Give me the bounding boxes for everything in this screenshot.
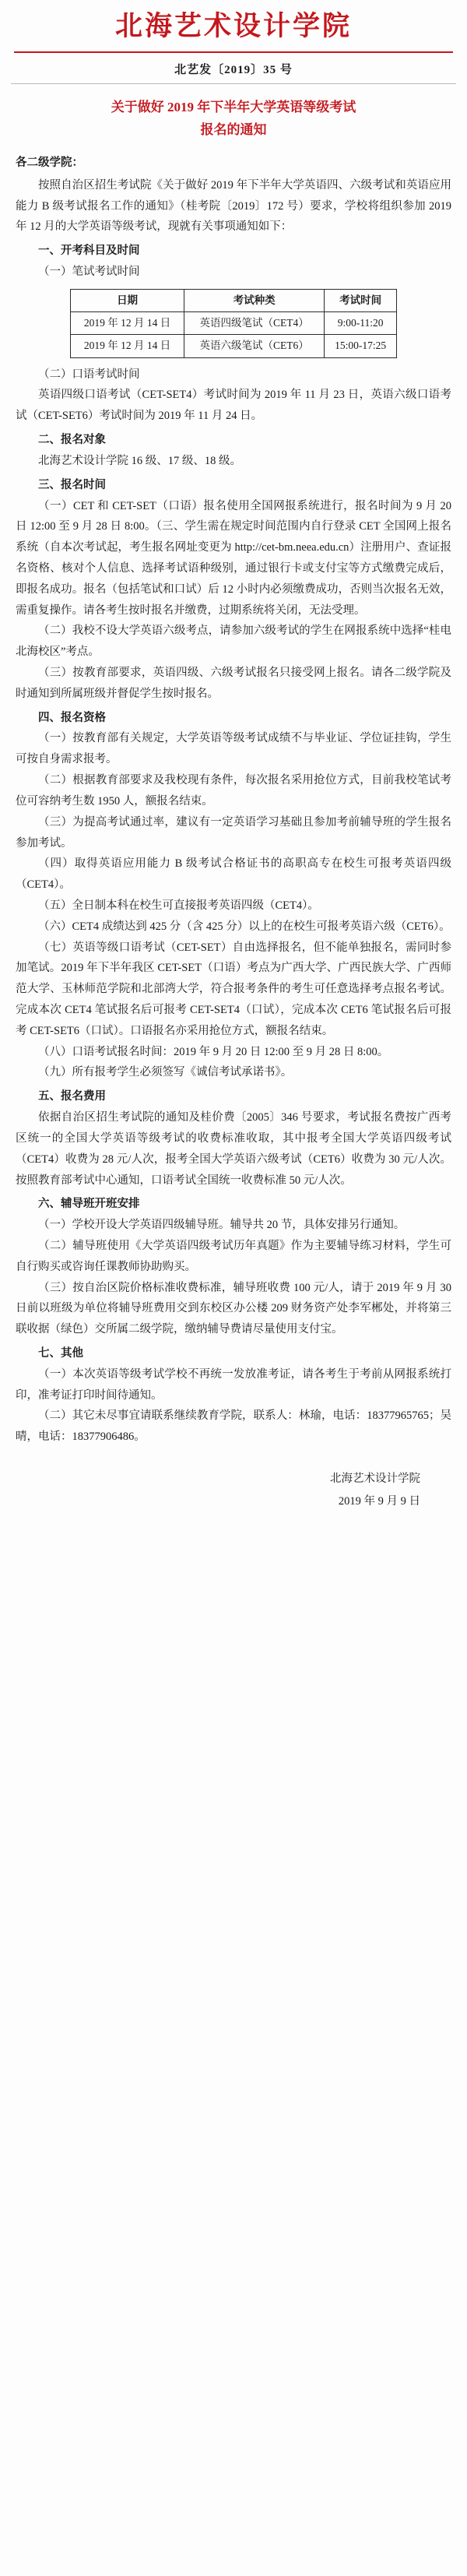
table-column-header-date: 日期 (71, 289, 184, 311)
section-7-paragraph-2: （二）其它未尽事宜请联系继续教育学院，联系人：林瑜，电话：18377965765；吴晴，电话：18377906486。 (16, 1409, 451, 1444)
document-title-line2: 报名的通知 (200, 122, 267, 138)
section-3-paragraph-3: （三）按教育部要求，英语四级、六级考试报名只接受网上报名。请各二级学院及时通知到所属班级并督促学生按时报名。 (16, 667, 451, 700)
section-6-paragraph-3: （三）按自治区院价格标准收费标准，辅导班收费 100 元/人，请于 2019 年 9 月 30 日前以班级为单位将辅导班费用交到东校区办公楼 209 财务资产处李军郴处，并将第三联收据（绿色）交所属二级学院，缴纳辅导费请尽量使用支付宝。 (16, 1281, 451, 1336)
section-5-paragraph-1: 依据自治区招生考试院的通知及桂价费〔2005〕346 号要求，考试报名费按广西考区统一的全国大学英语等级考试的收费标准收取，其中报考全国大学英语四级考试（CET4）收费为 28 元/人次，报考全国大学英语六级考试（CET6）收费为 30 元/人次。按照教育部考试中心通知，口语考试全国统一收费标准 50 元/人次。 (16, 1111, 451, 1187)
signature-date: 2019 年 9 月 9 日 (338, 1495, 420, 1508)
table-row (71, 312, 397, 335)
table-header-row (71, 289, 397, 311)
document-title-line1: 关于做好 2019 年下半年大学英语等级考试 (111, 100, 356, 115)
section-4-paragraph-6: （六）CET4 成绩达到 425 分（含 425 分）以上的在校生可报考英语六级（CET6）。 (38, 920, 451, 933)
section-1-paragraph-1: 英语四级口语考试（CET-SET4）考试时间为 2019 年 11 月 23 日，英语六级口语考试（CET-SET6）考试时间为 2019 年 11 月 24 日。 (16, 389, 451, 423)
section-4-paragraph-8: （八）口语考试报名时间：2019 年 9 月 20 日 12:00 至 9 月 28 日 8:00。 (38, 1045, 389, 1058)
section-heading-6: 六、辅导班开班安排 (38, 1198, 140, 1211)
exam-schedule-table (70, 289, 397, 358)
section-4-paragraph-9: （九）所有报考学生必须签写《诚信考试承诺书》。 (38, 1066, 293, 1079)
section-4-paragraph-2: （二）根据教育部要求及我校现有条件，每次报名采用抢位方式，目前我校笔试考位可容纳考生数 1950 人，额报名结束。 (16, 774, 451, 808)
section-heading-3: 三、报名时间 (38, 478, 106, 491)
section-4-paragraph-7: （七）英语等级口语考试（CET-SET）自由选择报名，但不能单独报名，需同时参加笔试。2019 年下半年我区 CET-SET（口语）考点为广西大学、广西民族大学、广西师范大学、玉林师范学院和北部湾大学，符合报考条件的考生可任意选择考点报名考试。完成本次 CET4 笔试报名后可报考 CET-SET4（口试），完成本次 CET6 笔试报名后可报考 CET-SET6（口试）。口语报名亦采用抢位方式，额报名结束。 (16, 941, 451, 1037)
document-title (0, 84, 467, 150)
table-cell-time: 9:00-11:20 (325, 312, 397, 335)
table-cell-date: 2019 年 12 月 14 日 (71, 312, 184, 335)
section-heading-1: 一、开考科目及时间 (38, 245, 140, 258)
section-7-paragraph-1: （一）本次英语等级考试学校不再统一发放准考证，请各考生于考前从网报系统打印，准考证打印时间待通知。 (16, 1367, 451, 1402)
table-column-header-type: 考试种类 (184, 289, 325, 311)
bottom-spacer (16, 1513, 451, 1521)
table-cell-date: 2019 年 12 月 14 日 (71, 335, 184, 357)
section-heading-5: 五、报名费用 (38, 1090, 106, 1103)
document-number: 北艺发〔2019〕35 号 (174, 64, 293, 77)
section-4-paragraph-4: （四）取得英语应用能力 B 级考试合格证书的高职高专在校生可报考英语四级（CET4）。 (16, 857, 451, 892)
exam-schedule-table-wrapper (16, 289, 451, 358)
section-4-paragraph-5: （五）全日制本科在校生可直接报考英语四级（CET4）。 (38, 899, 319, 912)
section-3-paragraph-1: （一）CET 和 CET-SET（口语）报名使用全国网报系统进行，报名时间为 9 月 20 日 12:00 至 9 月 28 日 8:00。（三、学生需在规定时间范围内自行登录 CET 全国网上报名系统（自本次考试起，考生报名网址变更为 http://cet-bm.neea.edu.cn）注册用户、查证报名资格、核对个人信息、选择考试语种级别，通过银行卡或支付宝等方式缴费完成后，即报名成功。报名（包括笔试和口试）后 12 小时内必须缴费成功，否则当次报名无效，需重复操作。请各考生按时报名并缴费，过期系统将关闭，无法受理。 (16, 499, 451, 617)
table-cell-time: 15:00-17:25 (325, 335, 397, 357)
section-4-paragraph-3: （三）为提高考试通过率，建议有一定英语学习基础且参加考前辅导班的学生报名参加考试。 (16, 815, 451, 850)
table-cell-type: 英语四级笔试（CET4） (184, 312, 325, 335)
table-cell-type: 英语六级笔试（CET6） (184, 335, 325, 357)
section-2-paragraph-1: 北海艺术设计学院 16 级、17 级、18 级。 (38, 454, 241, 467)
signature-block (16, 1468, 451, 1513)
section-heading-2: 二、报名对象 (38, 434, 106, 447)
table-column-header-time: 考试时间 (325, 289, 397, 311)
salutation: 各二级学院： (16, 157, 83, 170)
section-1-subheading-1: （一）笔试考试时间 (38, 266, 140, 279)
letterhead (0, 0, 467, 45)
section-4-paragraph-1: （一）按教育部有关规定，大学英语等级考试成绩不与毕业证、学位证挂钩，学生可按自身需求报考。 (16, 732, 451, 766)
section-1-subheading-2: （二）口语考试时间 (38, 368, 140, 381)
section-3-paragraph-2: （二）我校不设大学英语六级考点，请参加六级考试的学生在网报系统中选择“桂电北海校区”考点。 (16, 625, 451, 659)
signature-organization: 北海艺术设计学院 (330, 1473, 420, 1486)
section-heading-7: 七、其他 (38, 1347, 83, 1360)
red-divider (14, 51, 453, 53)
section-6-paragraph-1: （一）学校开设大学英语四级辅导班。辅导共 20 节，具体安排另行通知。 (38, 1219, 406, 1232)
organization-name: 北海艺术设计学院 (114, 11, 352, 41)
section-heading-4: 四、报名资格 (38, 711, 106, 724)
section-6-paragraph-2: （二）辅导班使用《大学英语四级考试历年真题》作为主要辅导练习材料，学生可自行购买或咨询任课教师协助购买。 (16, 1239, 451, 1273)
intro-paragraph: 按照自治区招生考试院《关于做好 2019 年下半年大学英语四、六级考试和英语应用能力 B 级考试报名工作的通知》（桂考院〔2019〕172 号）要求，学校将组织参加 2019 年 12 月的大学英语等级考试，现就有关事项通知如下： (16, 178, 451, 234)
table-row (71, 335, 397, 357)
document-body (0, 150, 467, 1521)
